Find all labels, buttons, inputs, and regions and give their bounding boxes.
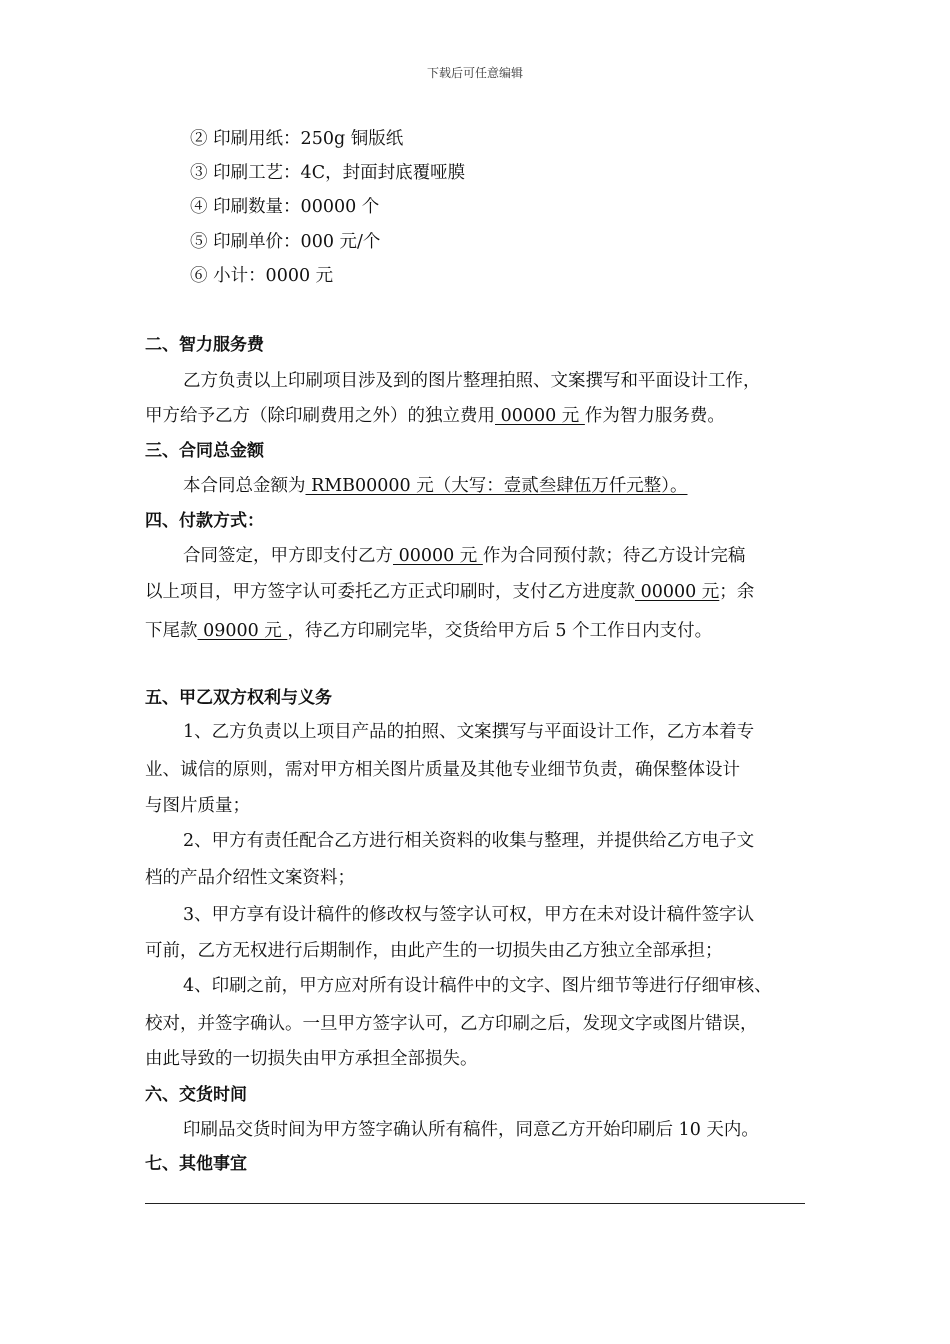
paragraph-line: 合同签定，甲方即支付乙方 00000 元 作为合同预付款；待乙方设计完稿	[183, 546, 746, 566]
print-item-process: ③ 印刷工艺：4C，封面封底覆哑膜	[190, 163, 466, 183]
amount-blank: 09000 元	[197, 621, 288, 641]
section-heading-total-amount: 三、合同总金额	[145, 441, 264, 461]
print-item-quantity: ④ 印刷数量：00000 个	[190, 197, 380, 217]
section-heading-payment: 四、付款方式：	[145, 511, 264, 531]
amount-blank: 00000 元	[635, 582, 720, 602]
print-item-subtotal: ⑥ 小计：0000 元	[190, 266, 334, 286]
paragraph-line: 印刷品交货时间为甲方签字确认所有稿件，同意乙方开始印刷后 10 天内。	[183, 1120, 759, 1140]
section-heading-rights-obligations: 五、甲乙双方权利与义务	[145, 688, 332, 708]
paragraph-line: 1、乙方负责以上项目产品的拍照、文案撰写与平面设计工作，乙方本着专	[183, 722, 755, 742]
paragraph-line: 与图片质量；	[145, 796, 250, 816]
amount-blank: RMB00000 元（大写：壹贰叁肆伍万仟元整）。	[305, 476, 688, 496]
paragraph-line: 2、甲方有责任配合乙方进行相关资料的收集与整理，并提供给乙方电子文	[183, 831, 755, 851]
fill-in-line	[145, 1203, 805, 1204]
section-heading-service-fee: 二、智力服务费	[145, 335, 264, 355]
paragraph-line: 业、诚信的原则，需对甲方相关图片质量及其他专业细节负责，确保整体设计	[145, 760, 740, 780]
paragraph-line: 本合同总金额为 RMB00000 元（大写：壹贰叁肆伍万仟元整）。	[183, 476, 688, 496]
paragraph-line: 3、甲方享有设计稿件的修改权与签字认可权，甲方在未对设计稿件签字认	[183, 905, 755, 925]
paragraph-line: 下尾款 09000 元 ，待乙方印刷完毕，交货给甲方后 5 个工作日内支付。	[145, 621, 713, 641]
paragraph-line: 校对，并签字确认。一旦甲方签字认可，乙方印刷之后，发现文字或图片错误，	[145, 1014, 758, 1034]
section-heading-other-matters: 七、其他事宜	[145, 1154, 247, 1174]
print-item-paper: ② 印刷用纸：250g 铜版纸	[190, 129, 404, 149]
amount-blank: 00000 元	[495, 406, 585, 426]
page-header-note: 下载后可任意编辑	[426, 66, 523, 80]
section-heading-delivery-time: 六、交货时间	[145, 1085, 247, 1105]
paragraph-line: 档的产品介绍性文案资料；	[145, 868, 355, 888]
amount-blank: 00000 元	[393, 546, 483, 566]
paragraph-line: 甲方给予乙方（除印刷费用之外）的独立费用 00000 元 作为智力服务费。	[145, 406, 725, 426]
print-item-unit-price: ⑤ 印刷单价：000 元/个	[190, 232, 381, 252]
paragraph-line: 乙方负责以上印刷项目涉及到的图片整理拍照、文案撰写和平面设计工作，	[183, 371, 761, 391]
paragraph-line: 由此导致的一切损失由甲方承担全部损失。	[145, 1049, 478, 1069]
paragraph-line: 以上项目，甲方签字认可委托乙方正式印刷时，支付乙方进度款 00000 元；余	[145, 582, 755, 602]
paragraph-line: 可前，乙方无权进行后期制作，由此产生的一切损失由乙方独立全部承担；	[145, 941, 723, 961]
paragraph-line: 4、印刷之前，甲方应对所有设计稿件中的文字、图片细节等进行仔细审核、	[183, 976, 772, 996]
